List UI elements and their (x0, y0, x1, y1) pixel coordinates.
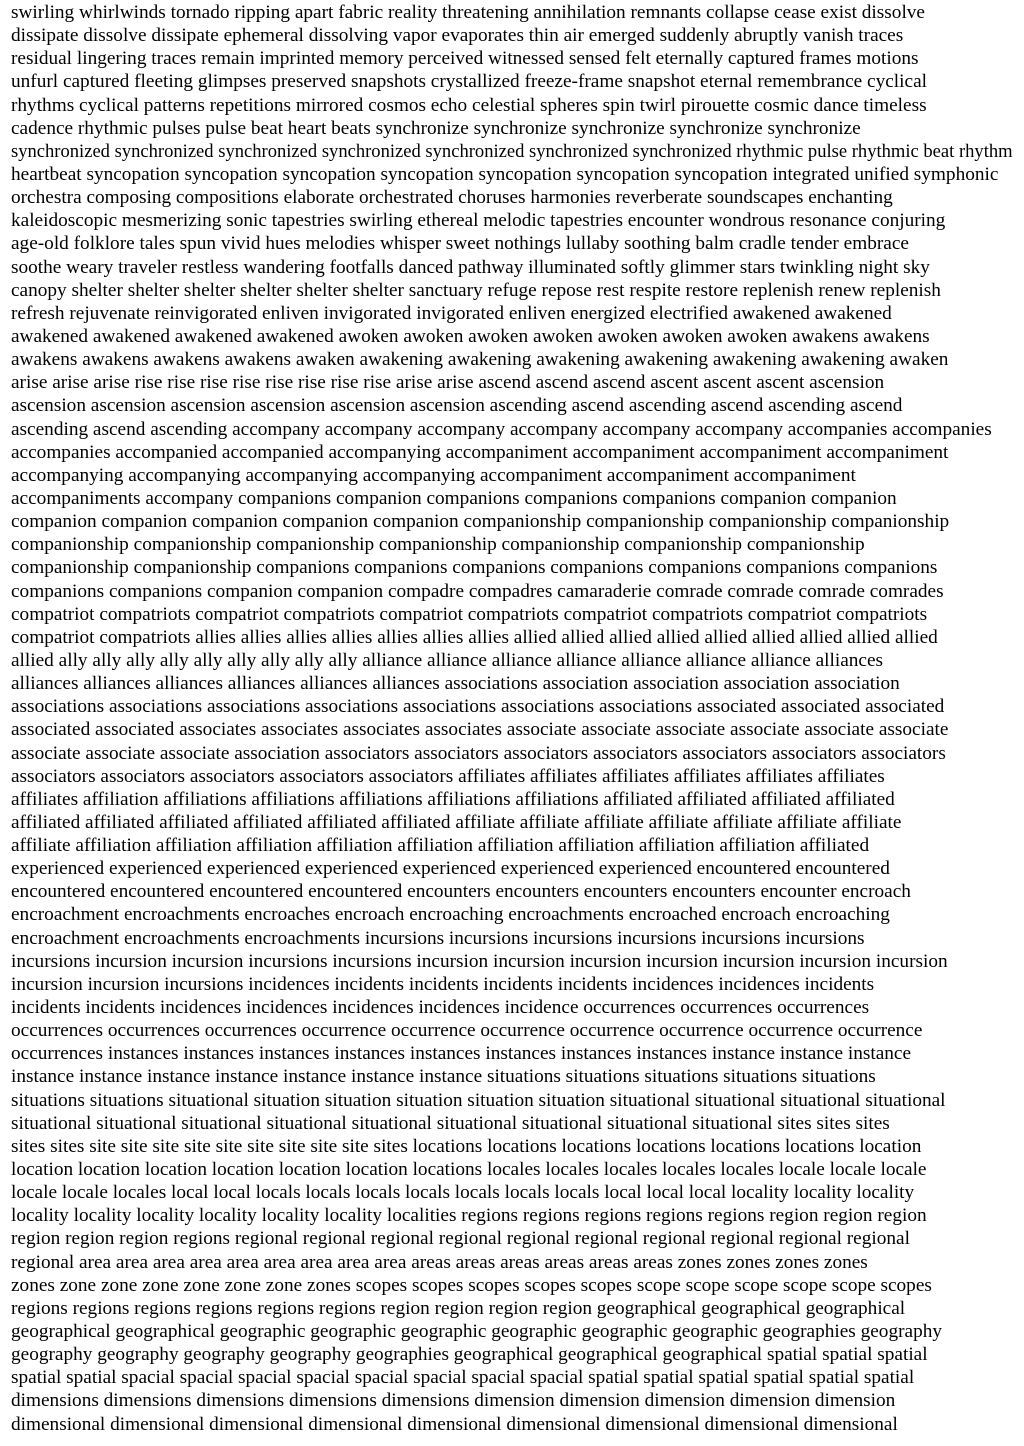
text-line: unfurl captured fleeting glimpses preserved snapshots crystallized freeze-frame snapshot eternal remembrance cyclical (11, 71, 927, 93)
text-line: associated associated associates associates associates associates associate associate associate associate associate associate (11, 719, 949, 741)
text-line: regions regions regions regions regions regions region region region region geographical geographical geographical (11, 1297, 906, 1319)
text-line: regional area area area area area area area area area areas areas areas areas areas areas zones zones zones zones (11, 1251, 868, 1273)
text-line: incursions incursion incursion incursions incursions incursion incursion incursion incursion incursion incursion incursion (11, 950, 948, 972)
text-line: experienced experienced experienced experienced experienced experienced experienced encountered encountered (11, 858, 890, 880)
text-line: incursion incursion incursions incidences incidents incidents incidents incidents incidences incidences incidents (11, 973, 875, 995)
text-line: zones zone zone zone zone zone zone zones scopes scopes scopes scopes scopes scope scope scope scope scope scopes (11, 1274, 932, 1296)
text-line: kaleidoscopic mesmerizing sonic tapestries swirling ethereal melodic tapestries encounter wondrous resonance conjuring (11, 210, 946, 232)
text-line: awakens awakens awakens awakens awaken awakening awakening awakening awakening awakening awakening awaken (11, 349, 949, 371)
text-line: occurrences occurrences occurrences occurrence occurrence occurrence occurrence occurrence occurrence occurrence (11, 1020, 923, 1042)
text-line: situations situations situational situation situation situation situation situation situational situational situational situational (11, 1089, 946, 1111)
text-line: situational situational situational situational situational situational situational situational situational sites sites sites (11, 1112, 890, 1134)
text-line: awakened awakened awakened awakened awoken awoken awoken awoken awoken awoken awoken awakens awakens (11, 325, 930, 347)
text-line: incidents incidents incidences incidences incidences incidences incidence occurrences occurrences occurrences (11, 997, 870, 1019)
text-line: dimensions dimensions dimensions dimensions dimensions dimension dimension dimension dimension dimension (11, 1390, 896, 1412)
text-line: region region region regions regional regional regional regional regional regional regional regional regional regional (11, 1228, 910, 1250)
text-line: compatriot compatriots compatriot compatriots compatriot compatriots compatriot compatriots compatriot compatriots (11, 603, 928, 625)
text-line: accompanies accompanied accompanied accompanying accompaniment accompaniment accompaniment accompaniment (11, 441, 949, 463)
text-line: accompaniments accompany companions companion companions companions companions companion companion (11, 487, 897, 509)
text-line: heartbeat syncopation syncopation syncopation syncopation syncopation syncopation syncopation integrated unified symphonic (11, 163, 999, 185)
text-line: alliances alliances alliances alliances alliances alliances associations association association association association (11, 673, 900, 695)
text-line: rhythms cyclical patterns repetitions mirrored cosmos echo celestial spheres spin twirl pirouette cosmic dance timeless (11, 94, 927, 116)
text-line: swirling whirlwinds tornado ripping apart fabric reality threatening annihilation remnants collapse cease exist dissolve (11, 2, 925, 23)
text-line: locale locale locales local local locals locals locals locals locals locals locals local local local locality locality locality (11, 1182, 915, 1204)
text-line: associators associators associators associators associators affiliates affiliates affiliates affiliates affiliates affiliates (11, 765, 885, 787)
text-line: instance instance instance instance instance instance instance situations situations situations situations situations (11, 1066, 876, 1088)
text-line: geographical geographical geographic geographic geographic geographic geographic geographic geographies geography (11, 1321, 942, 1343)
text-line: affiliates affiliation affiliations affiliations affiliations affiliations affiliations affiliated affiliated affiliated affiliated (11, 788, 895, 810)
text-line: synchronized synchronized synchronized synchronized synchronized synchronized synchronized rhythmic pulse rhythmic beat rhythm (11, 140, 1013, 162)
text-line: ascension ascension ascension ascension ascension ascension ascending ascend ascending ascend ascending ascend (11, 395, 903, 417)
text-line: accompanying accompanying accompanying accompanying accompaniment accompaniment accompaniment (11, 464, 856, 486)
text-line: spatial spatial spacial spacial spacial spacial spacial spacial spacial spacial spatial spatial spatial spatial spatial spatial (11, 1367, 915, 1389)
text-line: encountered encountered encountered encountered encounters encounters encounters encounters encounter encroach (11, 881, 911, 903)
text-line: dimensional dimensional dimensional dimensional dimensional dimensional dimensional dimensional dimensional (11, 1413, 898, 1435)
text-line: locality locality locality locality locality locality localities regions regions regions regions regions region region region (11, 1205, 927, 1227)
text-line: dissipate dissolve dissipate ephemeral dissolving vapor evaporates thin air emerged suddenly abruptly vanish traces (11, 25, 904, 47)
text-line: geography geography geography geography geographies geographical geographical geographical spatial spatial spatial (11, 1344, 928, 1366)
text-line: refresh rejuvenate reinvigorated enliven invigorated invigorated enliven energized electrified awakened awakened (11, 302, 892, 324)
text-line: occurrences instances instances instances instances instances instances instances instances instance instance instance (11, 1043, 912, 1065)
text-line: affiliated affiliated affiliated affiliated affiliated affiliated affiliate affiliate affiliate affiliate affiliate affiliate affiliate (11, 811, 902, 833)
text-line: companionship companionship companions companions companions companions companions companions companions (11, 557, 938, 579)
text-line: sites sites site site site site site site site site site sites locations locations locations locations locations locations location (11, 1135, 922, 1157)
text-line: residual lingering traces remain imprinted memory perceived witnessed sensed felt eternally captured frames motions (11, 48, 919, 70)
text-line: associate associate associate association associators associators associators associators associators associators associators (11, 742, 946, 764)
text-line: companions companions companion companion compadre compadres camaraderie comrade comrade comrade comrades (11, 580, 944, 602)
text-line: associations associations associations associations associations associations associations associated associated associated (11, 696, 945, 718)
text-line: age-old folklore tales spun vivid hues melodies whisper sweet nothings lullaby soothing balm cradle tender embrace (11, 233, 909, 255)
text-line: ascending ascend ascending accompany accompany accompany accompany accompany accompany accompanies accompanies (11, 418, 992, 440)
text-line: allied ally ally ally ally ally ally ally ally ally alliance alliance alliance alliance alliance alliance alliance alliances (11, 649, 884, 671)
text-line: companionship companionship companionship companionship companionship companionship companionship (11, 534, 865, 556)
text-line: canopy shelter shelter shelter shelter shelter shelter sanctuary refuge repose rest respite restore replenish renew replenish (11, 279, 941, 301)
text-line: soothe weary traveler restless wandering footfalls danced pathway illuminated softly glimmer stars twinkling night sky (11, 256, 930, 278)
text-line: companion companion companion companion companion companionship companionship companionship companionship (11, 511, 950, 533)
text-line: location location location location location location locations locales locales locales locales locales locale locale locale (11, 1159, 927, 1181)
document-body (11, 1, 1017, 1436)
text-line: encroachment encroachments encroachments incursions incursions incursions incursions incursions incursions (11, 927, 865, 949)
text-line: affiliate affiliation affiliation affiliation affiliation affiliation affiliation affiliation affiliation affiliation affiliated (11, 835, 870, 857)
text-line: cadence rhythmic pulses pulse beat heart beats synchronize synchronize synchronize synchronize synchronize (11, 117, 861, 139)
text-line: arise arise arise rise rise rise rise rise rise rise rise arise arise ascend ascend ascend ascent ascent ascent ascension (11, 372, 885, 394)
text-line: compatriot compatriots allies allies allies allies allies allies allies allied allied allied allied allied allied allied allied allied (11, 626, 938, 648)
text-line: encroachment encroachments encroaches encroach encroaching encroachments encroached encroach encroaching (11, 904, 890, 926)
text-line: orchestra composing compositions elaborate orchestrated choruses harmonies reverberate soundscapes enchanting (11, 187, 893, 209)
